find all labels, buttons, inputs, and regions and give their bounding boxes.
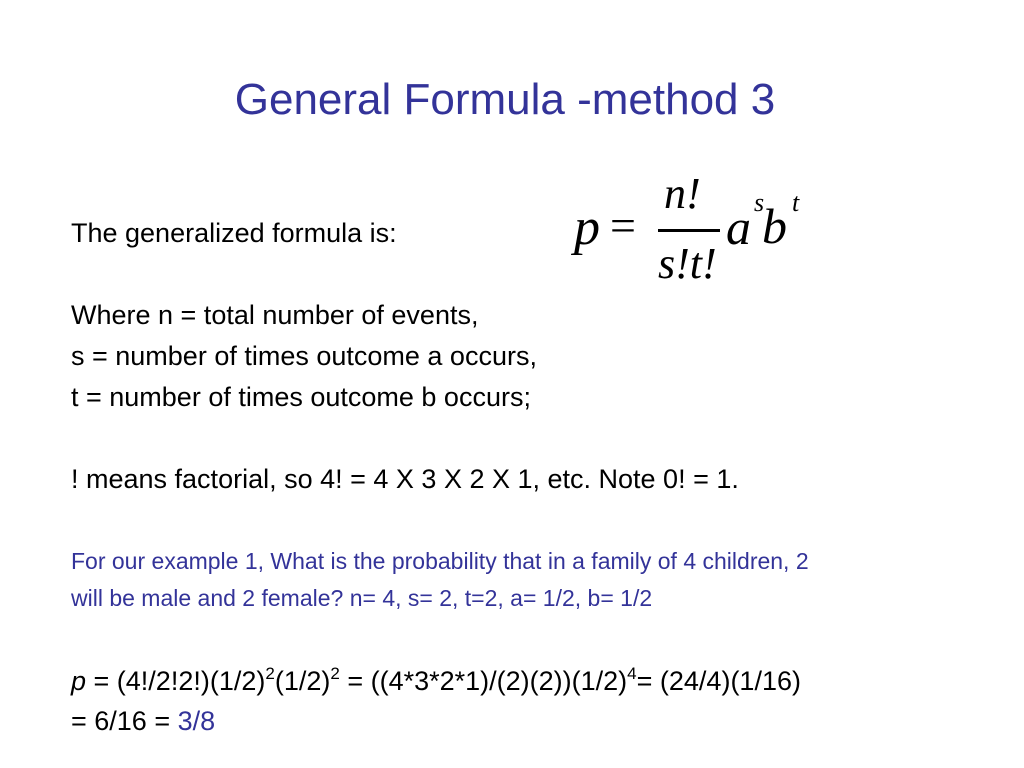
formula-exp-t: t: [792, 188, 800, 217]
calculation-line-1: [71, 661, 801, 701]
calc-part-3: = ((4*3*2*1)/(2)(2))(1/2): [339, 666, 628, 696]
calculation-line-2: [71, 701, 215, 741]
definition-n: Where n = total number of events,: [71, 300, 479, 330]
fraction-bar: [658, 229, 720, 232]
calc-result-prefix: = 6/16 =: [71, 706, 178, 736]
formula-a: a: [726, 199, 751, 255]
definition-t: t = number of times outcome b occurs;: [71, 382, 531, 412]
intro-text: The generalized formula is:: [71, 218, 397, 248]
definition-s: s = number of times outcome a occurs,: [71, 341, 537, 371]
formula-exp-s: s: [754, 188, 765, 217]
example-line-2: will be male and 2 female? n= 4, s= 2, t=2, a= 1/2, b= 1/2: [71, 585, 653, 611]
factorial-note: ! means factorial, so 4! = 4 X 3 X 2 X 1, etc. Note 0! = 1.: [71, 464, 739, 494]
formula-equals: =: [610, 200, 636, 251]
general-formula: [566, 168, 826, 293]
calc-part-2: (1/2): [274, 666, 331, 696]
slide-title: General Formula -method 3: [234, 75, 776, 124]
calc-exponent-3: 4: [627, 664, 637, 683]
formula-denominator: s!t!: [658, 239, 717, 288]
formula-p: p: [574, 199, 600, 256]
calc-p: p: [71, 666, 87, 696]
calc-part-1: = (4!/2!2!)(1/2): [86, 666, 266, 696]
calc-exponent-2: 2: [330, 664, 340, 683]
calc-exponent-1: 2: [265, 664, 275, 683]
calc-part-4: = (24/4)(1/16): [636, 666, 801, 696]
example-line-1: For our example 1, What is the probability that in a family of 4 children, 2: [71, 548, 809, 574]
formula-numerator: n!: [664, 169, 701, 218]
formula-b: b: [762, 198, 787, 254]
calc-answer: 3/8: [177, 706, 216, 736]
